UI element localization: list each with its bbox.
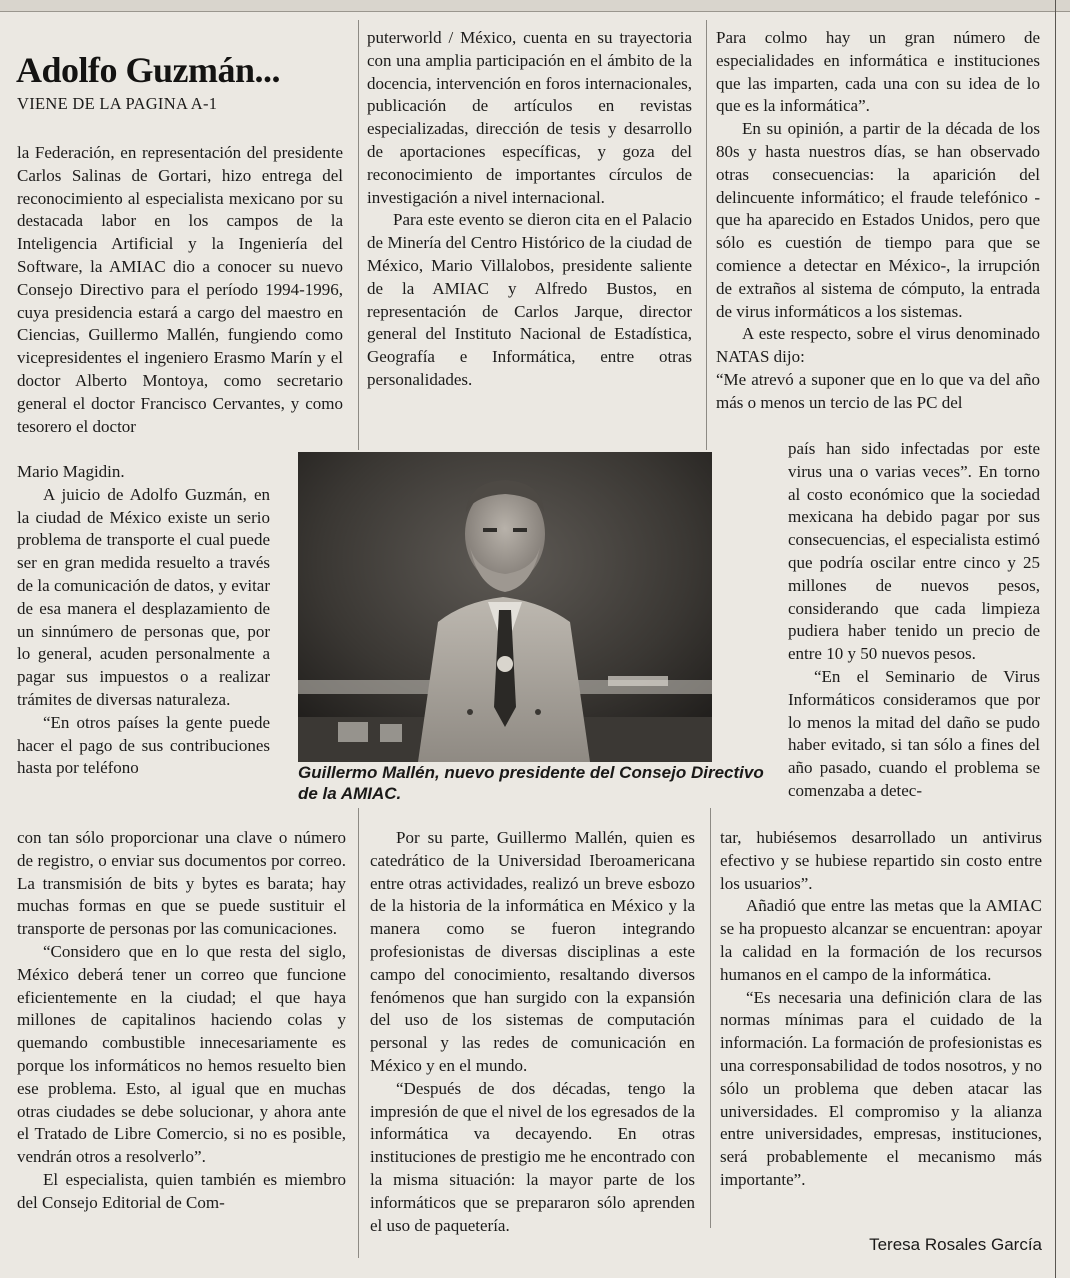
paragraph: tar, hubiésemos desarrollado un antivirus efectivo y se hubiese repartido sin costo entre los usuarios”. [720,828,1042,893]
continued-from-label: VIENE DE LA PAGINA A-1 [17,94,218,113]
paragraph: “En el Seminario de Virus Informáticos consideramos que por lo menos la mitad del daño se pudo haber evitado, si tan sólo a fines del año pasado, cuando el problema se comenzaba a detec- [788,666,1040,800]
paragraph: puterworld / México, cuenta en su trayectoria con una amplia participación en el ámbito de la docencia, intervención en foros internacionales, publicación de artículos en revistas especializadas, dirección de tesis y desarrollo de aportaciones específicas, y goza del reconocimiento de importantes círculos de investigación a nivel internacional. [367,28,692,207]
photo-caption: Guillermo Mallén, nuevo presidente del Consejo Directivo de la AMIAC. [298,763,764,803]
right-rule [1055,0,1056,1278]
column-2-top [367,27,692,392]
top-rule [0,0,1070,12]
paragraph: A juicio de Adolfo Guzmán, en la ciudad de México existe un serio problema de transporte el cual puede ser en gran medida resuelto a través de la comunicación de datos, y evitar de esa manera el desplazamiento de un sinnúmero de personas que, por lo general, acuden personalmente a pagar sus impuestos o a realizar trámites de diversas naturaleza. [17,484,270,709]
portrait-photo-illustration [298,452,712,762]
byline: Teresa Rosales García [869,1235,1042,1254]
column-2-bottom [370,827,695,1237]
paragraph: “Considero que en lo que resta del siglo, México deberá tener un correo que funcione eficientemente en la ciudad; el que haya millones de capitalinos haciendo colas y quemando combustible innecesariamente es porque los informáticos no hemos resuelto bien ese problema. Esto, al igual que en muchas otras ciudades se debe solucionar, y ahora ante el Tratado de Libre Comercio, si no es posible, vendrán otros a resolverlo”. [17,941,346,1167]
column-1-top [17,142,343,438]
column-rule-1 [358,20,359,450]
column-1-bottom [17,827,346,1215]
column-3-top [716,27,1040,415]
column-rule-4 [710,808,711,1228]
paragraph: A este respecto, sobre el virus denominado NATAS dijo: [716,324,1040,367]
paragraph: “En otros países la gente puede hacer el pago de sus contribuciones hasta por teléfono [17,712,270,778]
paragraph: Para este evento se dieron cita en el Palacio de Minería del Centro Histórico de la ciudad de México, Mario Villalobos, presidente saliente de la AMIAC y Alfredo Bustos, en representación de Carlos Jarque, director general del Instituto Nacional de Estadística, Geografía e Informática, entre otras personalidades. [367,210,692,389]
paragraph: El especialista, quien también es miembro del Consejo Editorial de Com- [17,1169,346,1212]
column-1-narrow [17,461,270,780]
news-photo [298,452,712,762]
paragraph: “Me atrevó a suponer que en lo que va del año más o menos un tercio de las PC del [716,369,1040,412]
paragraph: Añadió que entre las metas que la AMIAC se ha propuesto alcanzar se encuentran: apoyar la calidad en la formación de los recursos humanos en el campo de la informática. [720,896,1042,984]
paragraph: En su opinión, a partir de la década de los 80s y hasta nuestros días, se han observado otras consecuencias: la aparición del delincuente informático; el fraude telefónico -que ha aparecido en Estados Unidos, pero que sólo es cuestión de tiempo para que se comience a detectar en México-, la irrupción de extraños al sistema de cómputo, la entrada de virus informáticos a los sistemas. [716,119,1040,321]
paragraph: “Es necesaria una definición clara de las normas mínimas para el cuidado de la información. La formación de profesionistas es una corresponsabilidad de todos nosotros, y no sólo un problema que deben atacar las universidades. El compromiso y la alianza entre universidades, empresas, instituciones, será probablemente el mecanismo más importante”. [720,987,1042,1189]
headline: Adolfo Guzmán... [16,50,281,91]
paragraph: país han sido infectadas por este virus una o varias veces”. En torno al costo económico que la sociedad mexicana ha debido pagar por sus consecuencias, el especialista estimó que podría oscilar entre cinco y 25 millones de nuevos pesos, considerando que cada limpieza pudiera haber tenido un precio de entre 10 y 50 nuevos pesos. [788,439,1040,664]
paragraph: Mario Magidin. [17,462,125,481]
column-rule-2 [358,808,359,1258]
column-3-bottom [720,827,1042,1192]
column-rule-3 [706,20,707,450]
paragraph: con tan sólo proporcionar una clave o número de registro, o enviar sus documentos por correo. La transmisión de bits y bytes es barata; hay muchas formas en que se puede sustituir el transporte de personas por las comunicaciones. [17,828,346,939]
column-3-narrow [788,438,1040,803]
paragraph: Por su parte, Guillermo Mallén, quien es catedrático de la Universidad Iberoamericana entre otras actividades, realizó un breve esbozo de la historia de la informática en México y la manera como se fueron integrando profesionistas de diversas disciplinas a este campo del conocimiento, resaltando diversos fenómenos que han surgido con la expansión del uso de los sistemas de computación personal y las redes de comunicación en México y en el mundo. [370,828,695,1075]
paragraph: “Después de dos décadas, tengo la impresión de que el nivel de los egresados de la informática va decayendo. En otras instituciones de prestigio me he encontrado con la misma situación: la mayor parte de los informáticos que se prepararon sólo aprenden el uso de paquetería. [370,1078,695,1235]
paragraph: la Federación, en representación del presidente Carlos Salinas de Gortari, hizo entrega del reconocimiento al especialista mexicano por su destacada labor en los campos de la Inteligencia Artificial y la Ingeniería del Software, la AMIAC dio a conocer su nuevo Consejo Directivo para el período 1994-1996, cuya presidencia estará a cargo del maestro en Ciencias, Guillermo Mallén, fungiendo como vicepresidentes el ingeniero Erasmo Marín y el doctor Alberto Montoya, como secretario general el doctor Francisco Cervantes, y como tesorero el doctor [17,143,343,436]
paragraph: Para colmo hay un gran número de especialidades en informática e instituciones que las imparten, cada una con su idea de lo que es la informática”. [716,28,1040,116]
